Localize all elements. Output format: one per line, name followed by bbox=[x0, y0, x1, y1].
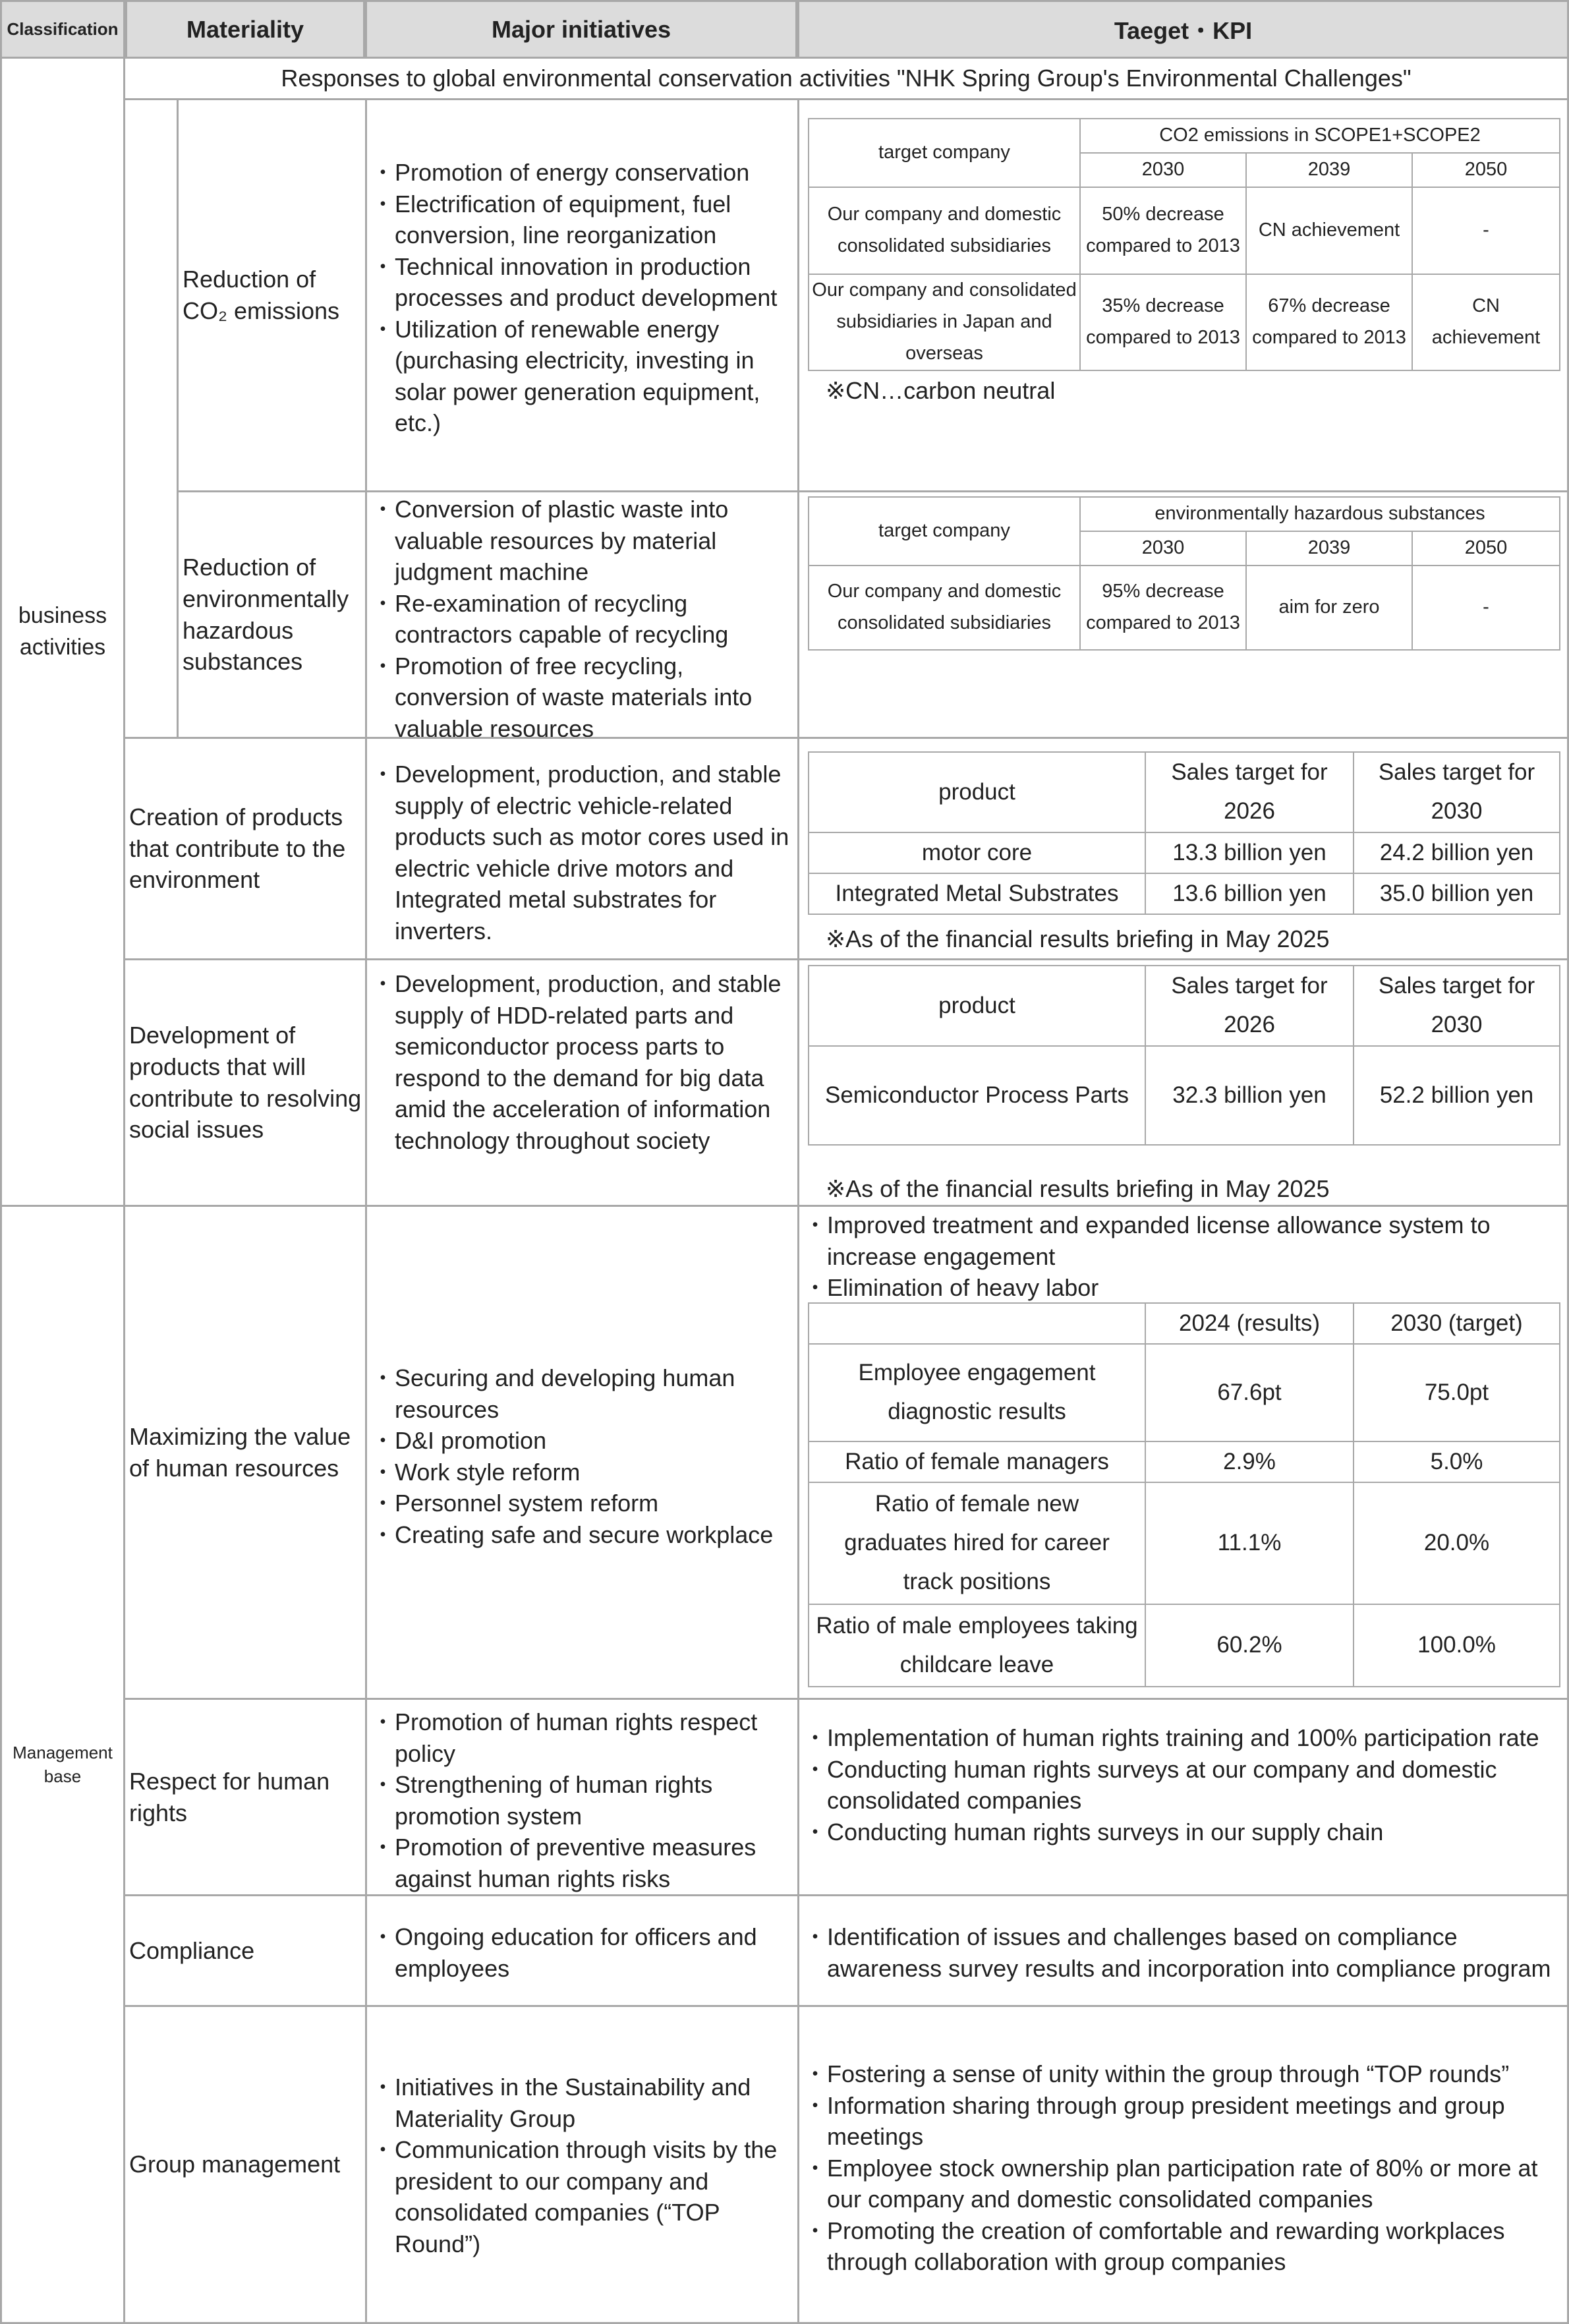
year-header: 2039 bbox=[1246, 531, 1412, 566]
note-financial-briefing: ※As of the financial results briefing in May 2025 bbox=[826, 925, 1330, 952]
note-financial-briefing: ※As of the financial results briefing in May 2025 bbox=[826, 1175, 1330, 1202]
materiality-hazardous-substances: Reduction of environmentally hazardous substances bbox=[177, 490, 367, 739]
co2-kpi-table bbox=[808, 118, 1560, 371]
table-cell: 13.3 billion yen bbox=[1145, 832, 1354, 873]
list-item: ・ Communication through visits by the president to our company and consolidated companies (“TOP Round”) bbox=[374, 2134, 795, 2259]
table-cell: Our company and domestic consolidated subsidiaries bbox=[809, 187, 1080, 274]
list-item: ・ Employee stock ownership plan participation rate of 80% or more at our company and domestic consolidated companies bbox=[806, 2153, 1564, 2215]
sales-2030-header: Sales target for 2030 bbox=[1354, 752, 1560, 832]
table-cell: - bbox=[1412, 187, 1560, 274]
group-header-co2: CO2 emissions in SCOPE1+SCOPE2 bbox=[1080, 119, 1560, 153]
initiatives-co2-emissions bbox=[365, 98, 799, 492]
social-issue-products-table bbox=[808, 965, 1560, 1146]
table-cell: Employee engagement diagnostic results bbox=[809, 1344, 1145, 1441]
target-group-management bbox=[797, 2005, 1569, 2324]
materiality-human-resources: Maximizing the value of human resources bbox=[123, 1205, 367, 1700]
table-cell: 35.0 billion yen bbox=[1354, 873, 1560, 914]
table-cell: aim for zero bbox=[1246, 566, 1412, 650]
table-cell: 20.0% bbox=[1354, 1482, 1560, 1604]
materiality-group-management: Group management bbox=[123, 2005, 367, 2324]
list-item: ・ Utilization of renewable energy (purchasing electricity, investing in solar power generation equipment, etc.) bbox=[374, 314, 795, 439]
initiatives-group-management-list bbox=[374, 2072, 795, 2259]
kpi-human-resources-list bbox=[806, 1209, 1564, 1304]
product-header: product bbox=[809, 966, 1145, 1046]
list-item: ・ Ongoing education for officers and employees bbox=[374, 1921, 795, 1984]
list-item: ・ Work style reform bbox=[374, 1457, 795, 1488]
year-header: 2039 bbox=[1246, 153, 1412, 187]
list-item: ・ Strengthening of human rights promotion system bbox=[374, 1769, 795, 1832]
table-cell: 35% decrease compared to 2013 bbox=[1080, 274, 1246, 370]
group-header-hazardous: environmentally hazardous substances bbox=[1080, 497, 1560, 531]
table-cell: CN achievement bbox=[1412, 274, 1560, 370]
list-item: ・ Promotion of human rights respect policy bbox=[374, 1706, 795, 1769]
target-social-issue-products bbox=[797, 958, 1569, 1207]
table-cell: 2.9% bbox=[1145, 1441, 1354, 1482]
list-item: ・ Conversion of plastic waste into valuable resources by material judgment machine bbox=[374, 494, 795, 588]
list-item: ・ Information sharing through group president meetings and group meetings bbox=[806, 2090, 1564, 2153]
table-cell: 60.2% bbox=[1145, 1604, 1354, 1687]
table-cell: 75.0pt bbox=[1354, 1344, 1560, 1441]
list-item: ・ Re-examination of recycling contractors capable of recycling bbox=[374, 588, 795, 651]
table-cell: Ratio of male employees taking childcare leave bbox=[809, 1604, 1145, 1687]
target-hazardous-substances bbox=[797, 490, 1569, 739]
initiatives-hazardous-substances bbox=[365, 490, 799, 742]
environmental-challenges-group bbox=[123, 98, 179, 739]
target-environment-products bbox=[797, 737, 1569, 960]
list-item: ・ Fostering a sense of unity within the group through “TOP rounds” bbox=[806, 2058, 1564, 2090]
initiatives-social-issue-list bbox=[374, 968, 795, 1156]
table-header-blank bbox=[809, 1303, 1145, 1344]
header-target: Taeget・KPI bbox=[797, 0, 1569, 59]
hazardous-kpi-table bbox=[808, 496, 1560, 651]
table-cell: 95% decrease compared to 2013 bbox=[1080, 566, 1246, 650]
sales-2030-header: Sales target for 2030 bbox=[1354, 966, 1560, 1046]
list-item: ・ Promotion of free recycling, conversion of waste materials into valuable resources bbox=[374, 651, 795, 745]
header-classification: Classification bbox=[0, 0, 125, 59]
list-item: ・ Implementation of human rights training and 100% participation rate bbox=[806, 1722, 1564, 1754]
materiality-social-issue-products: Development of products that will contribute to resolving social issues bbox=[123, 958, 367, 1207]
list-item: ・ Securing and developing human resources bbox=[374, 1362, 795, 1425]
table-cell: 67% decrease compared to 2013 bbox=[1246, 274, 1412, 370]
year-header: 2050 bbox=[1412, 531, 1560, 566]
list-item: ・ Elimination of heavy labor bbox=[806, 1272, 1564, 1304]
list-item: ・ Initiatives in the Sustainability and Materiality Group bbox=[374, 2072, 795, 2134]
table-cell: 67.6pt bbox=[1145, 1344, 1354, 1441]
materiality-co2-emissions: Reduction of CO₂ emissions bbox=[177, 98, 367, 492]
target-human-rights bbox=[797, 1698, 1569, 1896]
target-2030-header: 2030 (target) bbox=[1354, 1303, 1560, 1344]
kpi-group-management-list bbox=[806, 2058, 1564, 2278]
list-item: ・ Promoting the creation of comfortable and rewarding workplaces through collaboration with group companies bbox=[806, 2215, 1564, 2278]
environment-products-table bbox=[808, 751, 1560, 915]
materiality-compliance: Compliance bbox=[123, 1894, 367, 2007]
table-cell: motor core bbox=[809, 832, 1145, 873]
table-cell: 24.2 billion yen bbox=[1354, 832, 1560, 873]
initiatives-group-management bbox=[365, 2005, 799, 2324]
year-header: 2030 bbox=[1080, 153, 1246, 187]
table-cell: 11.1% bbox=[1145, 1482, 1354, 1604]
table-cell: Our company and domestic consolidated subsidiaries bbox=[809, 566, 1080, 650]
classification-business-activities: business activities bbox=[0, 57, 125, 1207]
header-initiatives: Major initiatives bbox=[365, 0, 797, 59]
table-cell: 50% decrease compared to 2013 bbox=[1080, 187, 1246, 274]
list-item: ・ Promotion of energy conservation bbox=[374, 157, 795, 189]
table-cell: 13.6 billion yen bbox=[1145, 873, 1354, 914]
list-item: ・ Identification of issues and challenges based on compliance awareness survey results and incorporation into compliance program bbox=[806, 1921, 1564, 1984]
initiatives-hazardous-list bbox=[374, 494, 795, 744]
table-cell: 100.0% bbox=[1354, 1604, 1560, 1687]
list-item: ・ Conducting human rights surveys in our supply chain bbox=[806, 1816, 1564, 1848]
kpi-compliance-list bbox=[806, 1921, 1564, 1984]
note-carbon-neutral: ※CN…carbon neutral bbox=[826, 377, 1056, 404]
table-cell: Integrated Metal Substrates bbox=[809, 873, 1145, 914]
sales-2026-header: Sales target for 2026 bbox=[1145, 966, 1354, 1046]
list-item: ・ Personnel system reform bbox=[374, 1488, 795, 1519]
list-item: ・ Creating safe and secure workplace bbox=[374, 1519, 795, 1551]
materiality-environment-products: Creation of products that contribute to the environment bbox=[123, 737, 367, 960]
table-cell: Ratio of female managers bbox=[809, 1441, 1145, 1482]
table-cell: 32.3 billion yen bbox=[1145, 1046, 1354, 1145]
header-materiality: Materiality bbox=[125, 0, 365, 59]
initiatives-human-resources bbox=[365, 1205, 799, 1700]
year-header: 2050 bbox=[1412, 153, 1560, 187]
table-cell: Ratio of female new graduates hired for career track positions bbox=[809, 1482, 1145, 1604]
initiatives-environment-products bbox=[365, 737, 799, 960]
initiatives-human-rights-list bbox=[374, 1706, 795, 1894]
list-item: ・ Electrification of equipment, fuel conversion, line reorganization bbox=[374, 189, 795, 251]
materiality-human-rights: Respect for human rights bbox=[123, 1698, 367, 1896]
col-header-target-company: target company bbox=[809, 497, 1080, 566]
results-2024-header: 2024 (results) bbox=[1145, 1303, 1354, 1344]
kpi-human-rights-list bbox=[806, 1722, 1564, 1847]
classification-management-base: Management base bbox=[0, 1205, 125, 2324]
target-compliance bbox=[797, 1894, 1569, 2007]
table-cell: CN achievement bbox=[1246, 187, 1412, 274]
list-item: ・ Promotion of preventive measures against human rights risks bbox=[374, 1832, 795, 1894]
table-cell: Semiconductor Process Parts bbox=[809, 1046, 1145, 1145]
environmental-challenges-banner: Responses to global environmental conservation activities "NHK Spring Group's Environmental Challenges" bbox=[123, 57, 1569, 100]
list-item: ・ D&I promotion bbox=[374, 1425, 795, 1457]
target-human-resources bbox=[797, 1205, 1569, 1700]
list-item: ・ Improved treatment and expanded license allowance system to increase engagement bbox=[806, 1209, 1564, 1272]
list-item: ・ Technical innovation in production processes and product development bbox=[374, 251, 795, 314]
table-cell: 5.0% bbox=[1354, 1441, 1560, 1482]
table-cell: Our company and consolidated subsidiaries in Japan and overseas bbox=[809, 274, 1080, 370]
initiatives-human-resources-list bbox=[374, 1362, 795, 1550]
table-cell: - bbox=[1412, 566, 1560, 650]
initiatives-social-issue-products bbox=[365, 958, 799, 1207]
product-header: product bbox=[809, 752, 1145, 832]
year-header: 2030 bbox=[1080, 531, 1246, 566]
list-item: ・ Conducting human rights surveys at our company and domestic consolidated companies bbox=[806, 1754, 1564, 1816]
col-header-target-company: target company bbox=[809, 119, 1080, 187]
sales-2026-header: Sales target for 2026 bbox=[1145, 752, 1354, 832]
initiatives-co2-list bbox=[374, 157, 795, 439]
initiatives-compliance bbox=[365, 1894, 799, 2007]
list-item: ・ Development, production, and stable supply of HDD-related parts and semiconductor process parts to respond to the demand for big data amid the acceleration of information technology throughout society bbox=[374, 968, 795, 1156]
initiatives-environment-list bbox=[374, 759, 795, 946]
list-item: ・ Development, production, and stable supply of electric vehicle-related products such as motor cores used in electric vehicle drive motors and Integrated metal substrates for inverters. bbox=[374, 759, 795, 946]
human-resources-kpi-table bbox=[808, 1302, 1560, 1687]
initiatives-compliance-list bbox=[374, 1921, 795, 1984]
target-co2-emissions bbox=[797, 98, 1569, 492]
table-cell: 52.2 billion yen bbox=[1354, 1046, 1560, 1145]
initiatives-human-rights bbox=[365, 1698, 799, 1896]
